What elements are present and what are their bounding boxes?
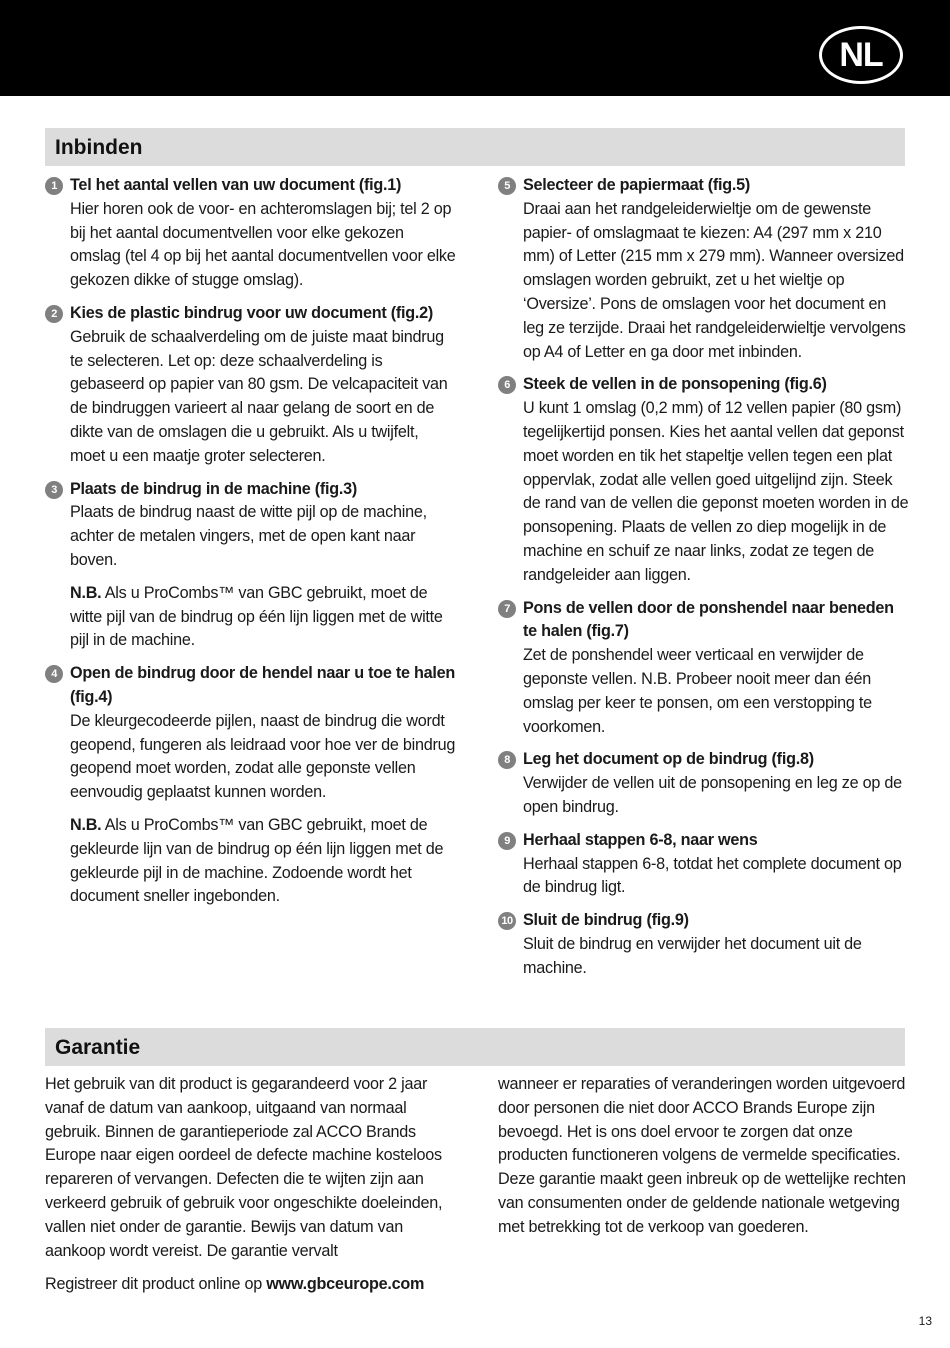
note-label: N.B. [70, 583, 102, 602]
garantie-text-right: wanneer er reparaties of veranderingen worden uitgevoerd door personen die niet door ACCO Brands Europe zijn bevoegd. Het is ons doel ervoor te zorgen dat onze producten functioneren volgens de vermelde specificaties. Deze garantie maakt geen inbreuk op de wettelijke rechten van consumenten onder de geldende nationale wetgeving met betrekking tot de verkoop van goederen. [498, 1075, 906, 1236]
step-title: Plaats de bindrug in de machine (fig.3) [70, 479, 358, 498]
step-body: Gebruik de schaalverdeling om de juiste maat bindrug te selecteren. Let op: deze schaalverdeling is gebaseerd op papier van 80 gsm. De velcapaciteit van de bindruggen varieert al naar gelang de soort en de dikte van de omslagen die u gebruikt. Als u twijfelt, moet u een maatje groter selecteren. [70, 327, 448, 465]
step-6 [498, 373, 910, 587]
step-body: Verwijder de vellen uit de ponsopening en leg ze op de open bindrug. [523, 774, 902, 816]
step-number-badge: 3 [45, 481, 63, 499]
register-prefix: Registreer dit product online op [45, 1275, 267, 1294]
page-number: 13 [918, 1314, 932, 1328]
garantie-right-column [498, 1073, 910, 1240]
step-number-badge: 7 [498, 600, 516, 618]
note-text: Als u ProCombs™ van GBC gebruikt, moet de witte pijl van de bindrug op één lijn liggen met de witte pijl in de machine. [70, 583, 443, 650]
step-title: Tel het aantal vellen van uw document (fig.1) [70, 176, 402, 194]
step-1 [45, 174, 457, 293]
step-9 [498, 829, 910, 900]
step-7 [498, 597, 910, 740]
step-note [70, 582, 457, 653]
step-title: Open de bindrug door de hendel naar u toe te halen (fig.4) [70, 664, 456, 706]
step-title: Steek de vellen in de ponsopening (fig.6) [523, 375, 827, 394]
step-2 [45, 302, 457, 469]
inbinden-right-column [498, 174, 910, 990]
step-body: Draai aan het randgeleiderwieltje om de gewenste papier- of omslagmaat te kiezen: A4 (297 mm x 210 mm) of Letter (215 mm x 279 mm). Wanneer oversized omslagen worden gebruikt, zet u het wieltje op ‘Oversize’. Pons de omslagen voor het document en leg ze terzijde. Draai het randgeleiderwieltje vervolgens op A4 of Letter en ga door met inbinden. [523, 199, 906, 361]
register-line [45, 1273, 457, 1297]
section-title-garantie: Garantie [45, 1028, 905, 1066]
step-body: Herhaal stappen 6-8, totdat het complete document op de bindrug ligt. [523, 854, 902, 897]
garantie-left-column [45, 1073, 457, 1297]
step-4 [45, 662, 457, 909]
note-label: N.B. [70, 815, 102, 834]
step-number-badge: 5 [498, 177, 516, 195]
step-number-badge: 9 [498, 832, 516, 850]
step-8 [498, 748, 910, 819]
step-number-badge: 4 [45, 665, 63, 683]
step-number-badge: 8 [498, 751, 516, 769]
step-body: De kleurgecodeerde pijlen, naast de bindrug die wordt geopend, fungeren als leidraad voor hoe ver de bindrug geopend moet worden, zodat alle geponste vellen eenvoudig geplaatst kunnen worden. [70, 711, 456, 802]
step-title: Leg het document op de bindrug (fig.8) [523, 750, 814, 769]
note-text: Als u ProCombs™ van GBC gebruikt, moet de gekleurde lijn van de bindrug op één lijn liggen met de gekleurde pijl in de machine. Zodoende wordt het document sneller ingebonden. [70, 815, 444, 906]
register-website-link[interactable]: www.gbceurope.com [266, 1275, 425, 1294]
step-title: Herhaal stappen 6-8, naar wens [523, 830, 758, 849]
step-3 [45, 478, 457, 654]
step-number-badge: 2 [45, 305, 63, 323]
step-title: Sluit de bindrug (fig.9) [523, 911, 689, 930]
step-body: Sluit de bindrug en verwijder het document uit de machine. [523, 934, 862, 977]
step-number-badge: 1 [45, 177, 63, 195]
step-body: U kunt 1 omslag (0,2 mm) of 12 vellen papier (80 gsm) tegelijkertijd ponsen. Kies het aantal vellen dat geponst moet worden en tik het stapeltje vellen tegen een plat oppervlak, zodat alle vellen goed uitgelijnd zijn. Steek de rand van de vellen die geponst moeten worden in de ponsopening. Plaats de vellen zo diep mogelijk in de machine en schuif ze naar links, zodat ze tegen de randgeleider aan liggen. [523, 399, 909, 584]
garantie-text-left: Het gebruik van dit product is gegarandeerd voor 2 jaar vanaf de datum van aankoop, uitgaand van normaal gebruik. Binnen de garantieperiode zal ACCO Brands Europe naar eigen oordeel de defecte machine kosteloos repareren of vervangen. Defecten die te wijten zijn aan verkeerd gebruik of gebruik voor ongeschikte doeleinden, vallen niet onder de garantie. Bewijs van datum van aankoop wordt vereist. De garantie vervalt [45, 1075, 443, 1260]
step-10 [498, 909, 910, 980]
inbinden-left-column [45, 174, 457, 918]
step-number-badge: 6 [498, 376, 516, 394]
language-badge: NL [819, 26, 903, 84]
step-body: Hier horen ook de voor- en achteromslagen bij; tel 2 op bij het aantal documentvellen voor elke gekozen omslag (tel 4 op bij het aantal documentvellen voor elke gekozen dikke of stugge omslag). [70, 199, 456, 290]
step-title: Selecteer de papiermaat (fig.5) [523, 176, 751, 194]
step-note [70, 814, 457, 909]
step-title: Kies de plastic bindrug voor uw document (fig.2) [70, 303, 434, 322]
step-title: Pons de vellen door de ponshendel naar beneden te halen (fig.7) [523, 598, 894, 641]
step-body: Plaats de bindrug naast de witte pijl op de machine, achter de metalen vingers, met de open kant naar boven. [70, 503, 427, 569]
section-title-inbinden: Inbinden [45, 128, 905, 166]
step-body: Zet de ponshendel weer verticaal en verwijder de geponste vellen. N.B. Probeer nooit meer dan één omslag per keer te ponsen, om een verstopping te voorkomen. [523, 646, 872, 736]
header-bar [0, 0, 950, 96]
step-number-badge: 10 [498, 912, 516, 930]
step-5 [498, 174, 910, 364]
